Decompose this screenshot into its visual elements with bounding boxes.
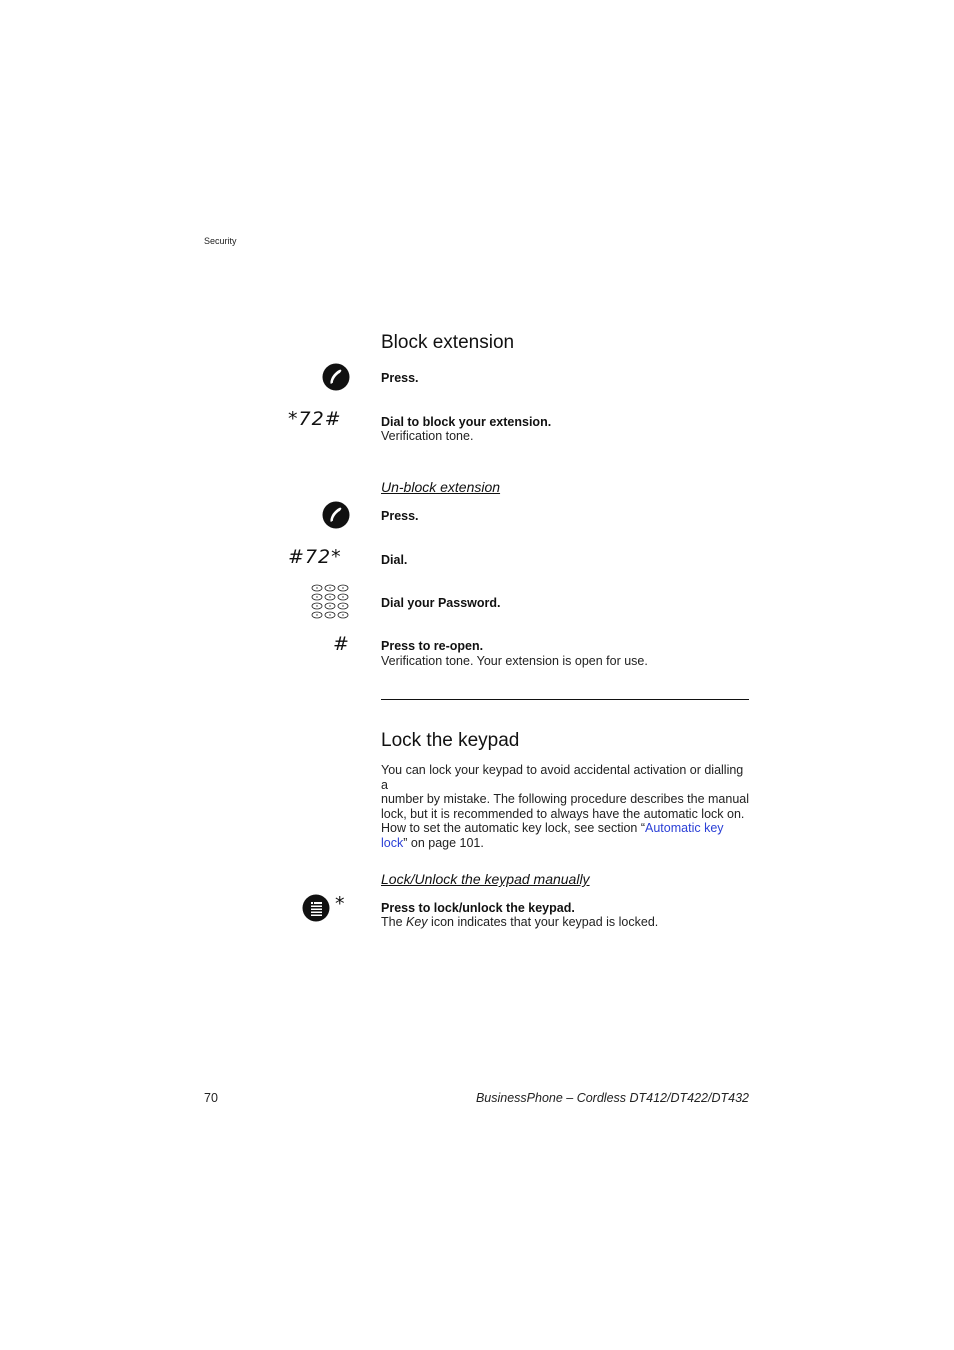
step-press-label: Press.: [381, 509, 419, 523]
menu-key-icon: [302, 894, 330, 922]
subsection-title-lock-unlock: Lock/Unlock the keypad manually: [381, 871, 590, 887]
phone-handset-icon: [322, 363, 350, 391]
code-star-72-hash: *72#: [288, 408, 342, 430]
page-number: 70: [204, 1091, 218, 1105]
phone-handset-icon: [322, 501, 350, 529]
footer-doc-title: BusinessPhone – Cordless DT412/DT422/DT432: [475, 1091, 749, 1105]
para-line: lock, but it is recommended to always have the automatic lock on.: [381, 806, 745, 821]
step-lock-unlock-label: Press to lock/unlock the keypad.: [381, 901, 575, 915]
automatic-key-lock-link[interactable]: Automatic key: [645, 821, 724, 836]
para-text: How to set the automatic key lock, see section “: [381, 821, 646, 836]
keypad-icon: [310, 584, 352, 620]
note-text: The: [381, 915, 407, 929]
para-line: You can lock your keypad to avoid accidental activation or dialling a: [381, 763, 744, 792]
code-hash-72-star: #72*: [288, 546, 342, 568]
step-press-label: Press.: [381, 371, 419, 385]
star-key-icon: *: [335, 893, 346, 915]
para-text: ” on page 101.: [403, 835, 484, 850]
section-divider: [381, 699, 749, 700]
step-dial-label: Dial.: [381, 553, 408, 567]
subsection-title-unblock: Un-block extension: [381, 479, 501, 495]
section-title-lock-keypad: Lock the keypad: [381, 730, 520, 751]
para-line: [381, 821, 753, 836]
para-line: number by mistake. The following procedure describes the manual: [381, 792, 750, 807]
step-press-reopen-label: Press to re-open.: [381, 639, 484, 653]
section-title-block-extension: Block extension: [381, 332, 515, 353]
running-head: Security: [204, 236, 237, 246]
lock-keypad-paragraph: [381, 763, 753, 851]
para-line: [381, 836, 753, 851]
step-lock-note: [381, 915, 658, 929]
note-key-word: Key: [406, 915, 428, 929]
hash-key-icon: #: [333, 633, 350, 655]
step-verification-note: Verification tone.: [381, 429, 474, 443]
step-dial-block-label: Dial to block your extension.: [381, 415, 552, 429]
automatic-key-lock-link[interactable]: lock: [381, 835, 404, 850]
step-reopen-note: Verification tone. Your extension is open for use.: [381, 654, 648, 668]
note-text: icon indicates that your keypad is locked.: [427, 915, 659, 929]
step-dial-password-label: Dial your Password.: [381, 596, 501, 610]
